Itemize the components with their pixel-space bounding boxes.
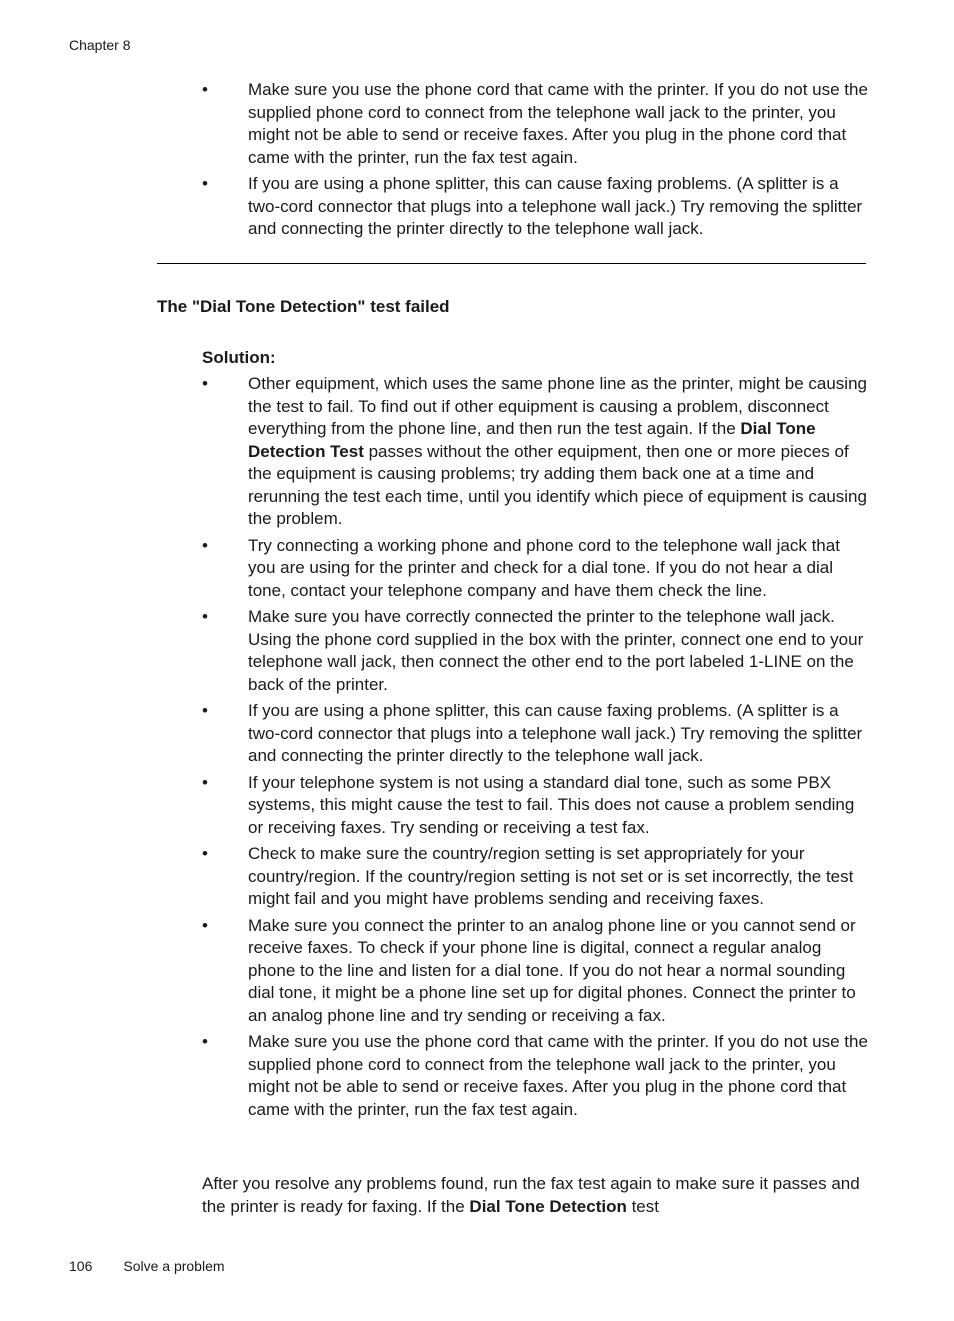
section-heading: The "Dial Tone Detection" test failed — [157, 297, 450, 316]
closing-paragraph — [202, 1173, 870, 1218]
list-item: • Make sure you use the phone cord that came with the printer. If you do not use the supplied phone cord to connect from the telephone wall jack to the printer, you might not be able to send or receive faxes. After you plug in the phone cord that came with the printer, run the fax test again. — [202, 1031, 870, 1121]
list-item — [202, 373, 870, 531]
list-item-text: passes without the other equipment, then one or more pieces of the equipment is causing problems; try adding them back one at a time and rerunning the test each time, until you identify which piece of equipment is causing the problem. — [248, 441, 867, 528]
solution-bullet-list — [202, 373, 870, 1121]
chapter-header: Chapter 8 — [69, 37, 131, 53]
list-item: • If your telephone system is not using a standard dial tone, such as some PBX systems, this might cause the test to fail. This does not cause a problem sending or receiving faxes. Try sending or receiving a test fax. — [202, 772, 870, 840]
list-item-text: Other equipment, which uses the same phone line as the printer, might be causing the test to fail. To find out if other equipment is causing a problem, disconnect everything from the phone line, and then run the test again. If the — [248, 374, 867, 438]
list-item: • Make sure you use the phone cord that came with the printer. If you do not use the supplied phone cord to connect from the telephone wall jack to the printer, you might not be able to send or receive faxes. After you plug in the phone cord that came with the printer, run the fax test again. — [202, 79, 870, 169]
closing-bold-term: Dial Tone Detection — [469, 1196, 627, 1216]
list-item: • Make sure you have correctly connected the printer to the telephone wall jack. Using the phone cord supplied in the box with the printer, connect one end to your telephone wall jack, then connect the other end to the port labeled 1-LINE on the back of the printer. — [202, 606, 870, 696]
list-item: • Try connecting a working phone and phone cord to the telephone wall jack that you are using for the printer and check for a dial tone. If you do not hear a dial tone, contact your telephone company and have them check the line. — [202, 535, 870, 603]
page-number: 106 — [69, 1258, 93, 1274]
list-item-bold-term: Dial Tone Detection Test — [248, 419, 816, 461]
top-bullet-list — [202, 79, 870, 241]
closing-text-end: test — [626, 1196, 659, 1216]
page-footer — [69, 1258, 225, 1274]
list-item: • If you are using a phone splitter, this can cause faxing problems. (A splitter is a two-cord connector that plugs into a telephone wall jack.) Try removing the splitter and connecting the printer directly to the telephone wall jack. — [202, 173, 870, 241]
solution-label: Solution: — [202, 348, 276, 367]
section-divider — [157, 263, 866, 264]
list-item: • Check to make sure the country/region setting is set appropriately for your country/region. If the country/region setting is not set or is set incorrectly, the test might fail and you might have problems sending and receiving faxes. — [202, 843, 870, 911]
list-item: • Make sure you connect the printer to an analog phone line or you cannot send or receive faxes. To check if your phone line is digital, connect a regular analog phone to the line and listen for a dial tone. If you do not hear a normal sounding dial tone, it might be a phone line set up for digital phones. Connect the printer to an analog phone line and try sending or receiving a fax. — [202, 915, 870, 1028]
closing-text: After you resolve any problems found, run the fax test again to make sure it passes and the printer is ready for faxing. If the — [202, 1174, 860, 1216]
list-item: • If you are using a phone splitter, this can cause faxing problems. (A splitter is a two-cord connector that plugs into a telephone wall jack.) Try removing the splitter and connecting the printer directly to the telephone wall jack. — [202, 700, 870, 768]
footer-section-name: Solve a problem — [123, 1258, 225, 1274]
